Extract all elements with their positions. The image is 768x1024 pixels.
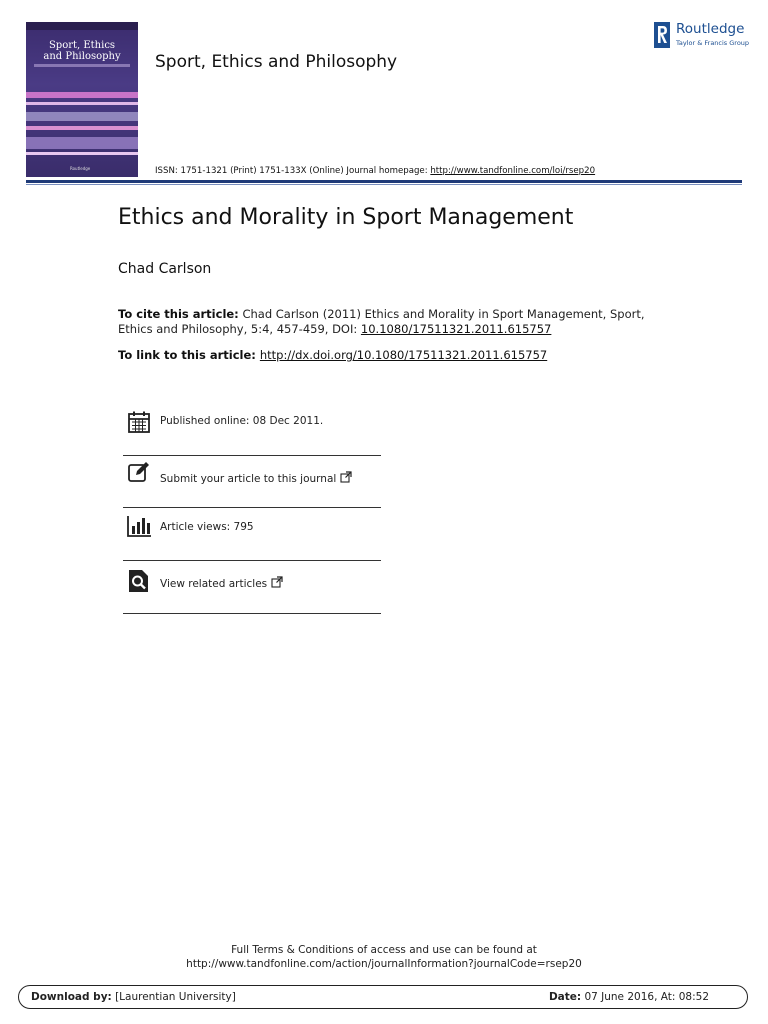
- submit-article-link[interactable]: [160, 471, 352, 485]
- published-online-row: [123, 404, 381, 444]
- cover-publisher-mark: Routledge: [70, 166, 91, 171]
- article-title: Ethics and Morality in Sport Management: [118, 205, 574, 230]
- article-link-line: [118, 348, 547, 362]
- submit-article-row[interactable]: [123, 458, 381, 498]
- article-views-text: Article views: 795: [160, 521, 254, 533]
- issn-line: [155, 166, 595, 176]
- download-label: Download by:: [31, 991, 112, 1003]
- external-link-icon: [271, 576, 283, 588]
- divider: [123, 560, 381, 561]
- header-rule: [26, 180, 742, 183]
- journal-homepage-link[interactable]: http://www.tandfonline.com/loi/rsep20: [430, 166, 596, 176]
- journal-cover-image: [26, 22, 138, 177]
- publisher-tagline: Taylor & Francis Group: [676, 39, 750, 47]
- related-articles-label: View related articles: [160, 578, 268, 590]
- doi-link[interactable]: 10.1080/17511321.2011.615757: [360, 322, 552, 336]
- download-footer: [18, 985, 748, 1009]
- journal-name: Sport, Ethics and Philosophy: [155, 52, 398, 72]
- related-articles-link[interactable]: [160, 576, 283, 590]
- header-rule-thin: [26, 184, 742, 185]
- download-value: [Laurentian University]: [111, 991, 236, 1003]
- divider: [123, 507, 381, 508]
- cover-band: [26, 126, 138, 130]
- publisher-logo: [650, 20, 750, 50]
- published-online-text: Published online: 08 Dec 2011.: [160, 415, 324, 427]
- link-label: To link to this article:: [118, 348, 260, 362]
- edit-icon: [127, 460, 151, 484]
- download-date: [549, 991, 709, 1003]
- cover-subtitle-bar: [34, 64, 130, 67]
- document-search-icon: [127, 569, 151, 593]
- calendar-icon: [127, 410, 151, 434]
- cover-band: [26, 152, 138, 155]
- external-link-icon: [340, 471, 352, 483]
- cover-band: [26, 102, 138, 105]
- date-value: 07 June 2016, At: 08:52: [581, 991, 709, 1003]
- cover-title-line1: Sport, Ethics: [48, 40, 116, 51]
- cover-title: [26, 40, 138, 62]
- article-views-row: [123, 510, 381, 550]
- cover-band: [26, 137, 138, 149]
- bar-chart-icon: [127, 514, 151, 538]
- terms-notice: [0, 943, 768, 971]
- download-info: [31, 991, 236, 1003]
- citation-block: [118, 307, 663, 337]
- cover-title-line2: and Philosophy: [43, 51, 121, 62]
- article-url-link[interactable]: http://dx.doi.org/10.1080/17511321.2011.615757: [259, 348, 548, 362]
- divider: [123, 455, 381, 456]
- terms-line1: Full Terms & Conditions of access and use can be found at: [231, 944, 537, 956]
- divider: [123, 613, 381, 614]
- cite-label: To cite this article:: [118, 307, 239, 321]
- article-author: Chad Carlson: [118, 261, 212, 277]
- issn-text: ISSN: 1751-1321 (Print) 1751-133X (Online) Journal homepage:: [155, 166, 431, 176]
- cover-band: [26, 112, 138, 121]
- submit-article-label: Submit your article to this journal: [160, 473, 337, 485]
- cover-top-strip: [26, 22, 138, 30]
- routledge-r-icon: [654, 22, 670, 48]
- terms-url[interactable]: http://www.tandfonline.com/action/journalInformation?journalCode=rsep20: [186, 958, 582, 970]
- publisher-name: Routledge: [676, 21, 745, 37]
- cite-text: Chad Carlson (2011) Ethics and Morality in Sport Management, Sport, Ethics and Philosophy, 5:4, 457-459, DOI:: [118, 307, 645, 336]
- date-label: Date:: [548, 991, 582, 1003]
- related-articles-row[interactable]: [123, 563, 381, 603]
- cover-band: [26, 92, 138, 98]
